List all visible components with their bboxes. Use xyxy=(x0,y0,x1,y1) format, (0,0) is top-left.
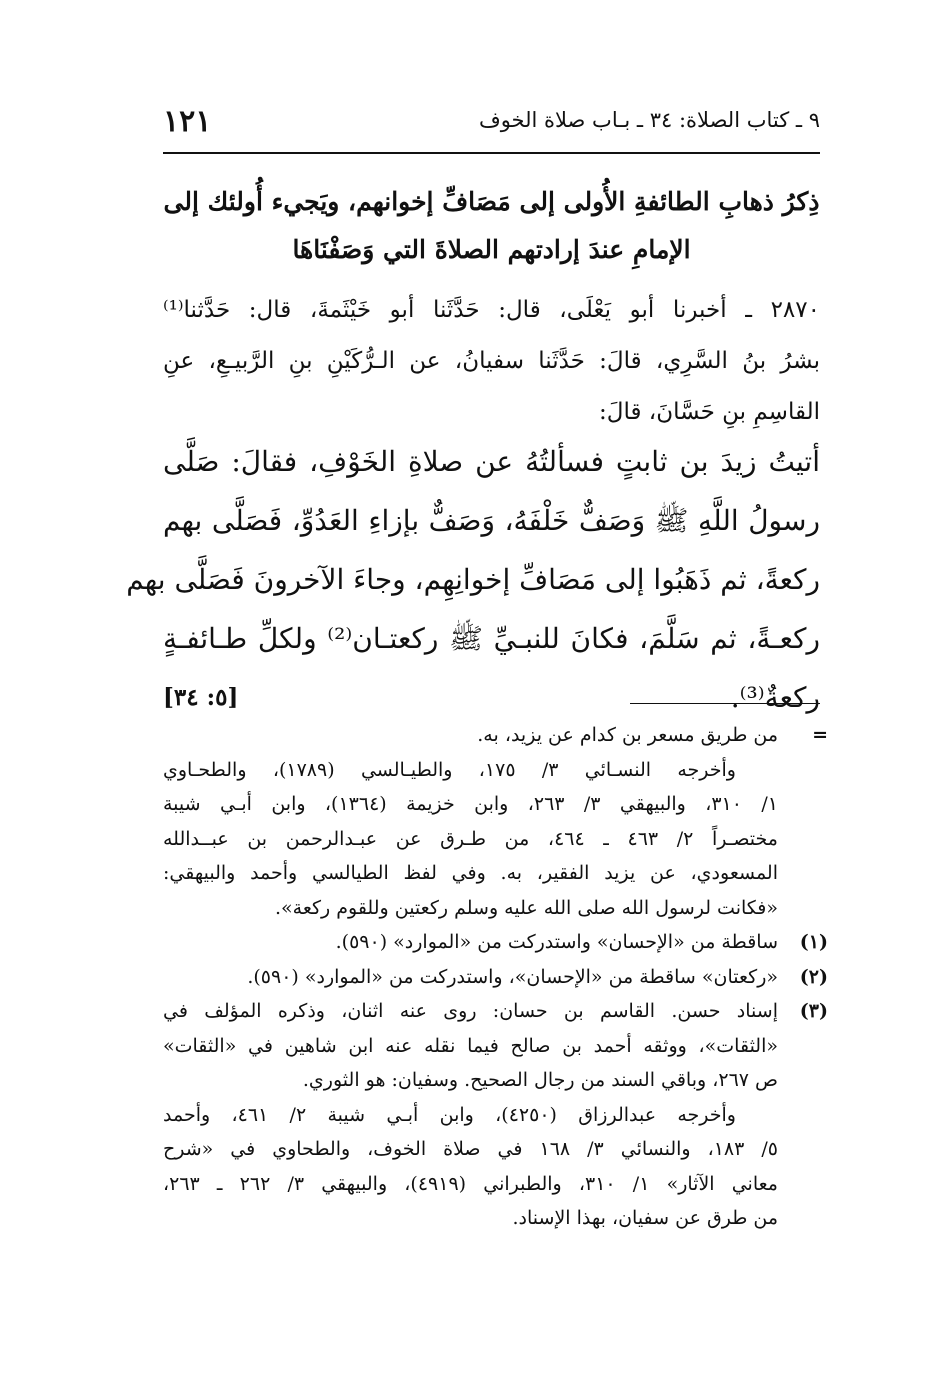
footnote-line: ٥/ ١٨٣، والنسائي ٣/ ١٦٨ في صلاة الخوف، والطحاوي في «شرح xyxy=(163,1138,778,1160)
footnote-line: من طرق عن سفيان، بهذا الإسناد. xyxy=(512,1207,778,1229)
footnote-marker: (١) xyxy=(799,931,828,953)
matn-line: رسولُ اللَّهِ ﷺ وَصَفٌّ خَلْفَهُ، وَصَفٌّ بإزاءِ العَدُوِّ، فَصَلَّى بهم xyxy=(163,504,820,537)
isnad-line: بشرُ بنُ السَّرِي، قالَ: حَدَّثَنا سفيانُ، عن الـرُّكَيْنِ بنِ الرَّبيـعِ، عنِ xyxy=(163,348,820,374)
isnad-line: ٢٨٧٠ ـ أخبرنا أبو يَعْلَى، قال: حَدَّثَنا أبو خَيْثَمةَ، قال: حَدَّثنا⁽¹⁾ xyxy=(163,297,820,323)
footnote-3: (٣) إسناد حسن. القاسم بن حسان: روى عنه اثنان، وذكره المؤلف في xyxy=(163,994,820,1029)
footnote-line: المسعودي، عن يزيد الفقير، به. وفي لفظ الطيالسي وأحمد والبيهقي: xyxy=(163,862,778,884)
hadith-matn xyxy=(126,432,820,727)
page-number: ١٢١ xyxy=(163,104,212,139)
running-title: ٩ ـ كتاب الصلاة: ٣٤ ـ بـاب صلاة الخوف xyxy=(478,108,820,132)
footnote-line: وأخرجه النسـائي ٣/ ١٧٥، والطيـالسي (١٧٨٩)، والطحـاوي xyxy=(163,758,736,781)
header-rule xyxy=(163,152,820,154)
section-heading xyxy=(163,178,820,274)
footnote-line: وأخرجه عبدالرزاق (٤٢٥٠)، وابن أبـي شيبة ٢/ ٤٦١، وأحمد xyxy=(163,1103,736,1126)
continuation-marker: = xyxy=(812,724,828,746)
heading-line: ذِكرُ ذهابِ الطائفةِ الأُولى إلى مَصَافِّ إخوانهم، ويَجيء أُولئك إلى xyxy=(163,187,820,216)
footnote-line: «فكانت لرسول الله صلى الله عليه وسلم ركعتين وللقوم ركعة». xyxy=(274,896,778,919)
reference-code: [٥: ٣٤] xyxy=(163,684,239,711)
footnote-line: معاني الآثار» ١/ ٣١٠، والطبراني (٤٩١٩)، والبيهقي ٣/ ٢٦٢ ـ ٢٦٣، xyxy=(163,1172,778,1195)
footnote-line: ص ٢٦٧، وباقي السند من رجال الصحيح. وسفيان: هو الثوري. xyxy=(302,1069,778,1091)
heading-line: الإمامِ عندَ إرادتهم الصلاةَ التي وَصَفْنَاهَا xyxy=(292,235,691,264)
footnote-1: (١) ساقطة من «الإحسان» واستدركت من «الموارد» (٥٩٠). xyxy=(163,925,820,960)
matn-line: ركعـةً، ثم سَلَّمَ، فكانَ للنبـيِّ ﷺ ركعتـان⁽²⁾ ولكلِّ طـائفـةٍ xyxy=(163,622,820,655)
matn-line: أتيتُ زيدَ بن ثابتٍ فسألتُهُ عن صلاةِ الخَوْفِ، فقالَ: صَلَّى xyxy=(163,445,820,478)
matn-line: ركعةً، ثم ذَهَبُوا إلى مَصَافِّ إخوانِهِم، وجاءَ الآخرونَ فَصَلَّى بهم xyxy=(126,563,820,596)
footnote-2: (٢) «ركعتان» ساقطة من «الإحسان»، واستدركت من «الموارد» (٥٩٠). xyxy=(163,960,820,995)
page-header xyxy=(163,104,820,144)
hadith-isnad xyxy=(163,285,820,438)
footnotes xyxy=(163,718,828,1236)
footnote-marker: (٢) xyxy=(799,965,828,988)
footnote-line: ١/ ٣١٠، والبيهقي ٣/ ٢٦٣، وابن خزيمة (١٣٦٤)، وابن أبـي شيبة xyxy=(163,793,778,815)
isnad-line: القاسِمِ بنِ حَسَّانَ، قالَ: xyxy=(599,399,820,425)
footnote-separator xyxy=(630,703,820,704)
footnote-line: «الثقات»، ووثقه أحمد بن صالح فيما نقله عنه ابن شاهين في «الثقات» xyxy=(163,1034,778,1057)
footnote-marker: (٣) xyxy=(799,1000,828,1022)
footnote-line: مختصـراً ٢/ ٤٦٣ ـ ٤٦٤، من طـرق عن عبـدالرحمن بن عبــدالله xyxy=(163,827,778,850)
matn-line: ركعةٌ⁽³⁾. xyxy=(730,681,820,714)
footnote-line: = من طريق مسعر بن كدام عن يزيد، به. xyxy=(163,718,820,753)
